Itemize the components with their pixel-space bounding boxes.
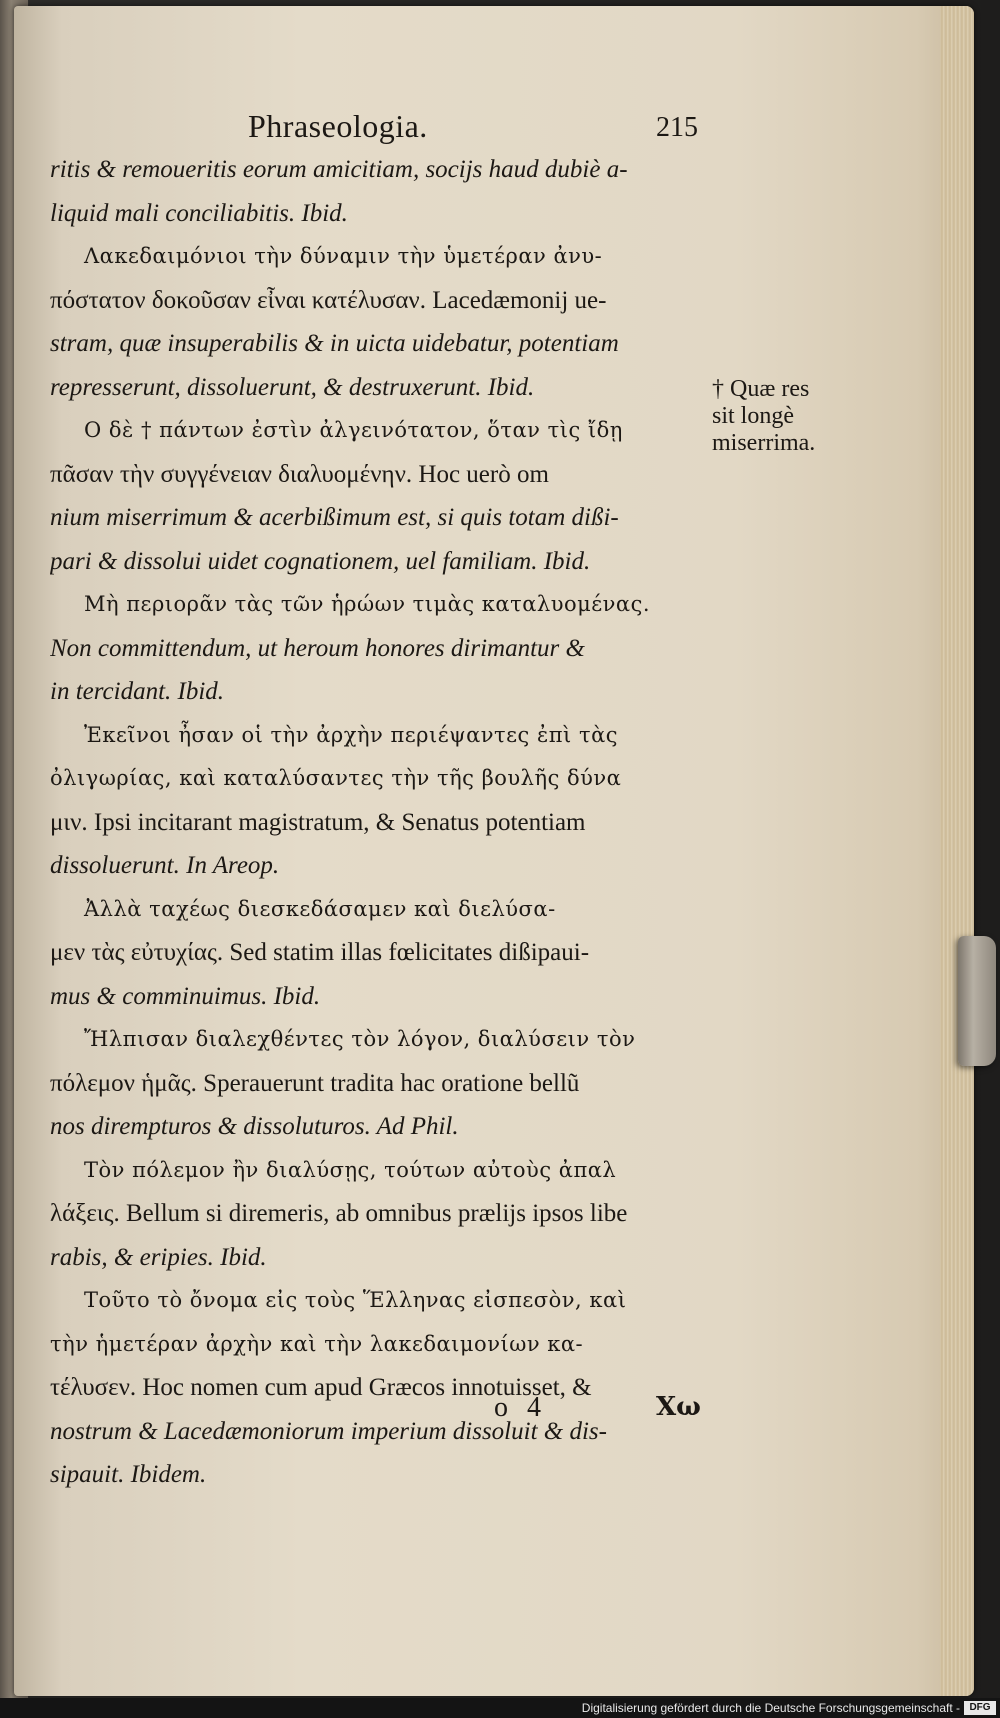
text-line: rabis, & eripies. Ibid.: [50, 1243, 267, 1271]
credit-text: Digitalisierung gefördert durch die Deutsche Forschungsgemeinschaft -: [581, 1701, 960, 1715]
text-line: μεν τὰς εὐτυχίας. Sed statim illas fœlicitates dißipaui-: [50, 939, 590, 966]
text-line: πόλεμον ἡμᾶς. Sperauerunt tradita hac oratione bellũ: [50, 1069, 580, 1097]
book-clasp: [958, 936, 996, 1066]
page-number: 215: [656, 112, 698, 143]
text-line: λάξεις. Bellum si diremeris, ab omnibus prælijs ipsos libe: [50, 1200, 628, 1227]
text-line: liquid mali conciliabitis. Ibid.: [50, 199, 348, 227]
text-line: Τοῦτο τὸ ὄνομα εἰς τοὺς Ἕλληνας εἰσπεσὸν, καὶ: [84, 1288, 627, 1312]
text-line: Λακεδαιμόνιοι τὴν δύναμιν τὴν ὑμετέραν ἀνυ-: [84, 244, 603, 268]
text-line: Τὸν πόλεμον ἢν διαλύσῃς, τούτων αὐτοὺς ἀπαλ: [84, 1157, 617, 1182]
text-line: Non committendum, ut heroum honores dirimantur &: [50, 634, 585, 662]
text-block: [50, 148, 704, 1497]
text-line: Ἤλπισαν διαλεχθέντες τὸν λόγον, διαλύσειν τὸν: [84, 1027, 636, 1051]
marginal-note: [712, 376, 815, 457]
text-line: pari & dissolui uidet cognationem, uel familiam. Ibid.: [50, 547, 591, 575]
text-line: Μὴ περιορᾶν τὰς τῶν ἡρώων τιμὰς καταλυομένας.: [84, 592, 651, 616]
text-line: Ἀλλὰ ταχέως διεσκεδάσαμεν καὶ διελύσα-: [84, 896, 556, 921]
text-line: mus & comminuimus. Ibid.: [50, 982, 321, 1010]
text-line: ritis & remoueritis eorum amicitiam, socijs haud dubiè a-: [50, 156, 628, 183]
text-line: πόστατον δοκοῦσαν εἶναι κατέλυσαν. Lacedæmonij ue-: [50, 286, 607, 314]
text-line: represserunt, dissoluerunt, & destruxerunt. Ibid.: [50, 373, 535, 401]
text-line: τέλυσεν. Hoc nomen cum apud Græcos innotuisset, &: [50, 1374, 592, 1401]
text-line: nos dirempturos & dissoluturos. Ad Phil.: [50, 1113, 459, 1140]
text-line: μιν. Ipsi incitarant magistratum, & Senatus potentiam: [50, 808, 586, 836]
text-line: Ἐκεῖνοι ἦσαν οἱ τὴν ἀρχὴν περιέψαντες ἐπὶ τὰς: [84, 722, 619, 747]
running-head: Phraseologia.: [248, 108, 428, 144]
text-line: stram, quæ insuperabilis & in uicta uidebatur, potentiam: [50, 330, 619, 357]
text-line: nostrum & Lacedæmoniorum imperium dissoluit & dis-: [50, 1417, 607, 1445]
text-line: dissoluerunt. In Areop.: [50, 852, 280, 879]
text-line: τὴν ἡμετέραν ἀρχὴν καὶ τὴν λακεδαιμονίων κα-: [50, 1331, 584, 1356]
text-line: ὀλιγωρίας, καὶ καταλύσαντες τὴν τῆς βουλῆς δύνα: [50, 766, 622, 790]
text-line: nium miserrimum & acerbißimum est, si quis totam dißi-: [50, 504, 619, 531]
catchword: Χω: [656, 1392, 701, 1422]
text-line: Ο δὲ † πάντων ἐστὶν ἀλγεινότατον, ὅταν τὶς ἴδῃ: [84, 418, 623, 442]
credit-bar: [0, 1698, 1000, 1718]
page-edges: [940, 6, 974, 1696]
marginal-note-line: miserrima.: [712, 430, 816, 456]
dfg-logo: DFG: [964, 1701, 996, 1715]
text-line: πᾶσαν τὴν συγγένειαν διαλυομένην. Hoc uerò om: [50, 460, 549, 488]
text-line: in tercidant. Ibid.: [50, 678, 225, 705]
marginal-note-line: † Quæ res: [712, 376, 810, 402]
text-line: sipauit. Ibidem.: [50, 1461, 207, 1488]
signature-mark: o 4: [494, 1392, 547, 1423]
marginal-note-line: sit longè: [712, 403, 794, 429]
